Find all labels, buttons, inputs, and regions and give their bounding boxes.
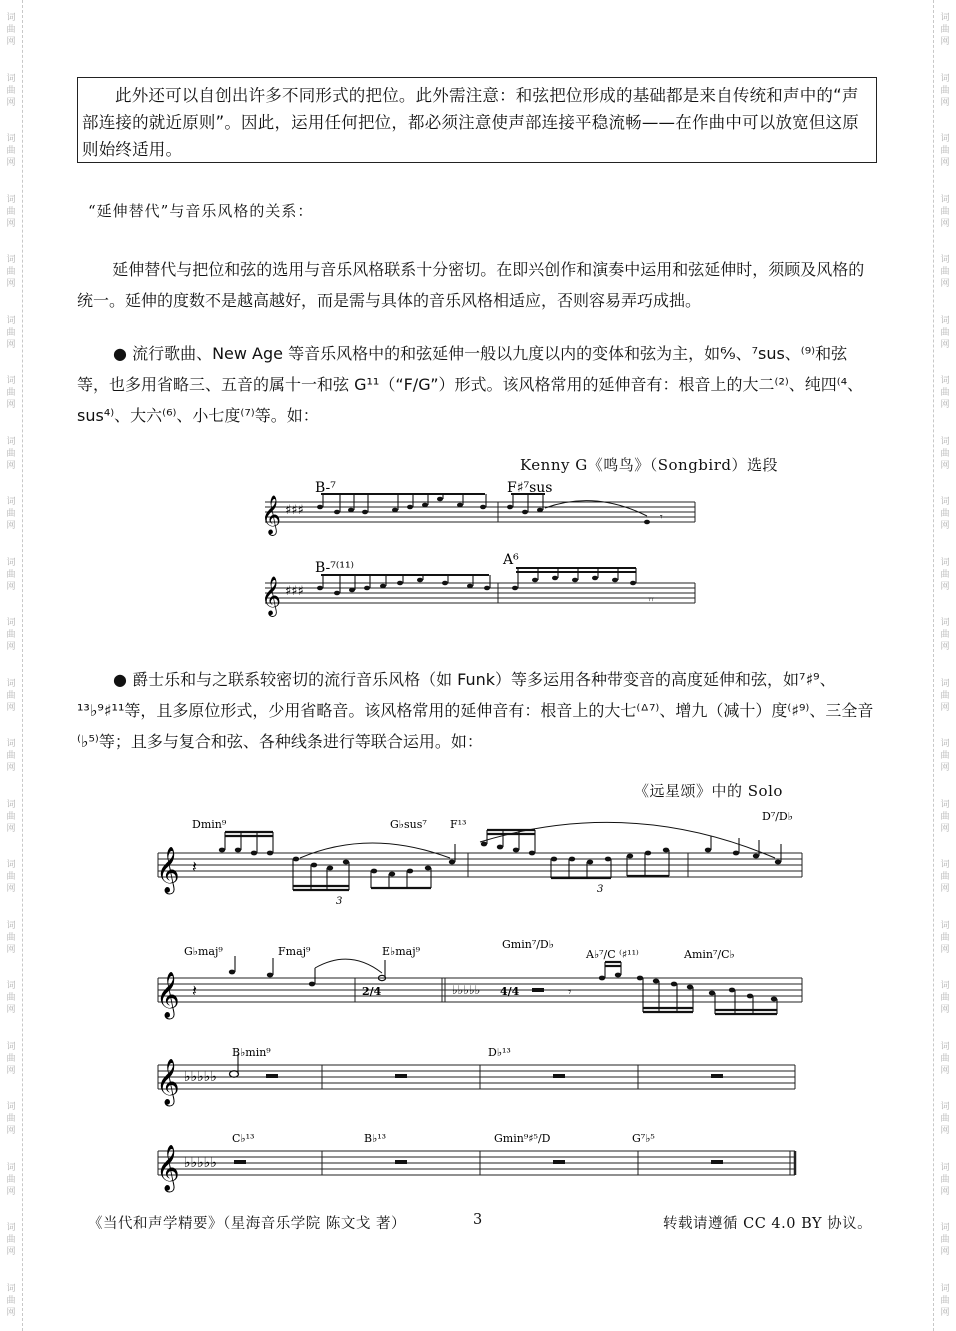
- watermark-mark: 词 曲 网: [6, 134, 16, 169]
- key-signature-sharps: ♯♯♯: [285, 584, 304, 599]
- svg-text:3: 3: [336, 896, 343, 907]
- watermark-mark: 词 曲 网: [940, 315, 950, 350]
- page-number: 3: [473, 1212, 483, 1228]
- paragraph-2-text: 流行歌曲、New Age 等音乐风格中的和弦延伸一般以九度以内的变体和弦为主，如⁶⁄₉、⁷sus、⁽⁹⁾和弦等，也多用省略三、五音的属十一和弦 G¹¹（“F/G”）形式。该风格常用的延伸音有：根音上的大二⁽²⁾、纯四⁽⁴、sus⁴⁾、大六⁽⁶⁾、小七度⁽⁷⁾等。如：: [77, 344, 864, 425]
- watermark-mark: 词 曲 网: [6, 799, 16, 834]
- watermark-mark: 词 曲 网: [6, 1283, 16, 1318]
- watermark-mark: 词 曲 网: [6, 860, 16, 895]
- chord-symbol: G♭sus⁷: [390, 818, 427, 831]
- watermark-mark: 词 曲 网: [940, 497, 950, 532]
- watermark-mark: 词 曲 网: [6, 497, 16, 532]
- chord-symbol: F♯⁷sus: [507, 480, 553, 496]
- watermark-mark: 词 曲 网: [6, 678, 16, 713]
- watermark-mark: 词 曲 网: [6, 194, 16, 229]
- watermark-mark: 词 曲 网: [6, 1223, 16, 1258]
- footer-license-note: 转载请遵循 CC 4.0 BY 协议。: [663, 1216, 873, 1232]
- treble-clef-icon: 𝄞: [261, 495, 282, 535]
- watermark-mark: 词 曲 网: [6, 1162, 16, 1197]
- watermark-mark: 词 曲 网: [940, 1162, 950, 1197]
- section-heading: “延伸替代”与音乐风格的关系：: [88, 202, 314, 220]
- chord-symbol: C♭¹³: [232, 1132, 255, 1145]
- treble-clef-icon: 𝄞: [156, 1059, 180, 1105]
- watermark-mark: 词 曲 网: [940, 557, 950, 592]
- watermark-mark: 词 曲 网: [940, 376, 950, 411]
- chord-symbol: A⁶: [503, 552, 519, 568]
- example-2-caption: 《远星颂》中的 Solo: [634, 782, 783, 800]
- treble-clef-icon: 𝄞: [156, 972, 180, 1018]
- chord-symbol: Fmaj⁹: [278, 945, 311, 958]
- svg-text:3: 3: [597, 884, 604, 895]
- chord-symbol: Gmin⁹♯⁵/D: [494, 1132, 551, 1145]
- footer-book-title: 《当代和声学精要》（星海音乐学院 陈文戈 著）: [88, 1216, 406, 1232]
- chord-symbol: D⁷/D♭: [762, 810, 793, 823]
- example-1-caption: Kenny G《鸣鸟》（Songbird）选段: [520, 456, 778, 474]
- chord-symbol: D♭¹³: [488, 1046, 511, 1059]
- key-signature-flats: ♭♭♭♭♭: [184, 1069, 218, 1085]
- watermark-mark: 词 曲 网: [6, 1102, 16, 1137]
- watermark-mark: 词 曲 网: [6, 376, 16, 411]
- key-signature-sharps: ♯♯♯: [285, 503, 304, 518]
- paragraph-3: [77, 664, 879, 757]
- treble-clef-icon: 𝄞: [156, 847, 180, 893]
- watermark-mark: 词 曲 网: [6, 739, 16, 774]
- watermark-mark: 词 曲 网: [6, 557, 16, 592]
- watermark-mark: 词 曲 网: [6, 13, 16, 48]
- bullet-icon: ●: [113, 344, 127, 363]
- key-signature-flats: ♭♭♭♭♭: [184, 1155, 218, 1171]
- watermark-mark: 词 曲 网: [940, 255, 950, 290]
- watermark-mark: 词 曲 网: [940, 860, 950, 895]
- svg-text:𝄾: 𝄾: [568, 985, 572, 1000]
- watermark-mark: 词 曲 网: [940, 920, 950, 955]
- watermark-mark: 词 曲 网: [940, 436, 950, 471]
- watermark-mark: 词 曲 网: [940, 1283, 950, 1318]
- svg-text:♭♭♭♭♭: ♭♭♭♭♭: [452, 983, 481, 997]
- chord-symbol: Dmin⁹: [192, 818, 227, 831]
- chord-symbol: G⁷♭⁵: [632, 1132, 655, 1145]
- note-box-text: 此外还可以自创出许多不同形式的把位。此外需注意：和弦把位形成的基础都是来自传统和声中的“声部连接的就近原则”。因此，运用任何把位，都必须注意使声部连接平稳流畅——在作曲中可以放宽但这原则始终适用。: [82, 86, 859, 159]
- chord-symbol: B-⁷: [315, 480, 336, 496]
- watermark-mark: 词 曲 网: [6, 73, 16, 108]
- watermark-mark: 词 曲 网: [6, 618, 16, 653]
- watermark-mark: 词 曲 网: [940, 73, 950, 108]
- watermark-mark: 词 曲 网: [940, 1223, 950, 1258]
- watermark-mark: 词 曲 网: [6, 436, 16, 471]
- svg-text:𝄽: 𝄽: [192, 857, 197, 876]
- left-margin-watermark: [0, 0, 23, 1331]
- watermark-mark: 词 曲 网: [940, 739, 950, 774]
- watermark-mark: 词 曲 网: [6, 1041, 16, 1076]
- example-2-score: [150, 808, 810, 1200]
- bullet-icon: ●: [113, 670, 127, 689]
- chord-symbol: E♭maj⁹: [382, 945, 421, 958]
- treble-clef-icon: 𝄞: [261, 576, 282, 616]
- chord-symbol: A♭⁷/C ⁽♯¹¹⁾: [586, 948, 639, 961]
- chord-symbol: Amin⁷/C♭: [684, 948, 735, 961]
- watermark-mark: 词 曲 网: [6, 255, 16, 290]
- watermark-mark: 词 曲 网: [940, 618, 950, 653]
- time-signature: 2/4: [362, 985, 382, 998]
- chord-symbol: B♭min⁹: [232, 1046, 271, 1059]
- paragraph-3-text: 爵士乐和与之联系较密切的流行音乐风格（如 Funk）等多运用各种带变音的高度延伸和弦，如⁷♯⁹、¹³♭⁹♯¹¹等，且多原位形式，少用省略音。该风格常用的延伸音有：根音上的大七⁽ᐞ⁷⁾、增九（减十）度⁽♯⁹⁾、三全音⁽♭⁵⁾等；且多与复合和弦、各种线条进行等联合运用。如：: [77, 670, 874, 751]
- chord-symbol: B-⁷⁽¹¹⁾: [315, 560, 354, 576]
- chord-symbol: B♭¹³: [364, 1132, 387, 1145]
- time-signature: 4/4: [500, 985, 520, 998]
- watermark-mark: 词 曲 网: [6, 315, 16, 350]
- watermark-mark: 词 曲 网: [940, 194, 950, 229]
- svg-text:𝄾𝄾: 𝄾𝄾: [648, 593, 654, 606]
- chord-symbol: G♭maj⁹: [184, 945, 223, 958]
- paragraph-1: 延伸替代与把位和弦的选用与音乐风格联系十分密切。在即兴创作和演奏中运用和弦延伸时，须顾及风格的统一。延伸的度数不是越高越好，而是需与具体的音乐风格相适应，否则容易弄巧成拙。: [77, 260, 865, 310]
- watermark-mark: 词 曲 网: [6, 981, 16, 1016]
- svg-text:𝄽: 𝄽: [192, 981, 197, 1000]
- chord-symbol: Gmin⁷/D♭: [502, 938, 554, 951]
- note-box: [77, 77, 877, 163]
- watermark-mark: 词 曲 网: [940, 799, 950, 834]
- watermark-mark: 词 曲 网: [940, 678, 950, 713]
- example-1-score: [255, 480, 705, 640]
- watermark-mark: 词 曲 网: [940, 1041, 950, 1076]
- svg-text:𝄾: 𝄾: [660, 512, 663, 523]
- watermark-mark: 词 曲 网: [940, 13, 950, 48]
- chord-symbol: F¹³: [450, 818, 467, 831]
- watermark-mark: 词 曲 网: [6, 920, 16, 955]
- right-margin-watermark: [933, 0, 956, 1331]
- watermark-mark: 词 曲 网: [940, 1102, 950, 1137]
- watermark-mark: 词 曲 网: [940, 134, 950, 169]
- paragraph-2: [77, 338, 879, 431]
- watermark-mark: 词 曲 网: [940, 981, 950, 1016]
- treble-clef-icon: 𝄞: [156, 1145, 180, 1191]
